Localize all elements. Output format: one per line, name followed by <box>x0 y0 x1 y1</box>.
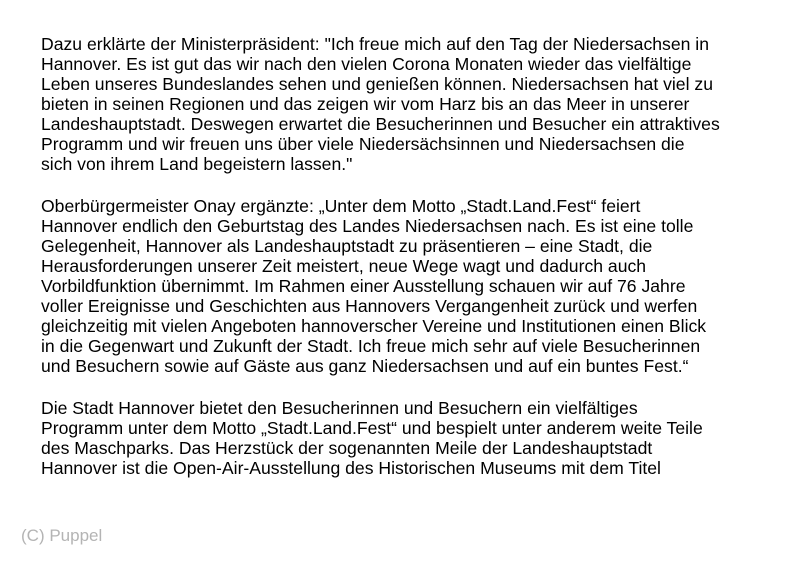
text-line: Die Stadt Hannover bietet den Besucherinnen und Besuchern ein vielfältiges <box>41 398 638 418</box>
text-line: voller Ereignisse und Geschichten aus Hannovers Vergangenheit zurück und werfen <box>41 296 698 316</box>
text-line: Programm unter dem Motto „Stadt.Land.Fest“ und bespielt unter anderem weite Teile <box>41 418 703 438</box>
text-line: in die Gegenwart und Zukunft der Stadt. Ich freue mich sehr auf viele Besucherinnen <box>41 336 701 356</box>
text-line: Herausforderungen unserer Zeit meistert, neue Wege wagt und dadurch auch <box>41 256 647 276</box>
text-line: Hannover endlich den Geburtstag des Landes Niedersachsen nach. Es ist eine tolle <box>41 216 694 236</box>
copyright-watermark: (C) Puppel <box>21 526 103 545</box>
paragraph-mayor-quote <box>41 196 781 376</box>
text-line: bieten in seinen Regionen und das zeigen wir vom Harz bis an das Meer in unserer <box>41 94 690 114</box>
text-line: Oberbürgermeister Onay ergänzte: „Unter dem Motto „Stadt.Land.Fest“ feiert <box>41 196 641 216</box>
text-line: Dazu erklärte der Ministerpräsident: "Ich freue mich auf den Tag der Niedersachsen in <box>41 34 709 54</box>
text-line: Leben unseres Bundeslandes sehen und genießen können. Niedersachsen hat viel zu <box>41 74 713 94</box>
text-line: Vorbildfunktion übernimmt. Im Rahmen einer Ausstellung schauen wir auf 76 Jahre <box>41 276 686 296</box>
paragraph-minister-quote <box>41 34 781 174</box>
text-line: Programm und wir freuen uns über viele Niedersächsinnen und Niedersachsen die <box>41 134 685 154</box>
text-line: Gelegenheit, Hannover als Landeshauptstadt zu präsentieren – eine Stadt, die <box>41 236 653 256</box>
text-line: Landeshauptstadt. Deswegen erwartet die Besucherinnen und Besucher ein attraktives <box>41 114 720 134</box>
text-line: Hannover ist die Open-Air-Ausstellung des Historischen Museums mit dem Titel <box>41 458 661 478</box>
text-line: Hannover. Es ist gut das wir nach den vielen Corona Monaten wieder das vielfältige <box>41 54 692 74</box>
text-line: gleichzeitig mit vielen Angeboten hannoverscher Vereine und Institutionen einen Blick <box>41 316 707 336</box>
document-body <box>41 34 781 500</box>
paragraph-city-program <box>41 398 781 478</box>
text-line: des Maschparks. Das Herzstück der sogenannten Meile der Landeshauptstadt <box>41 438 653 458</box>
text-line: und Besuchern sowie auf Gäste aus ganz Niedersachsen und auf ein buntes Fest.“ <box>41 356 689 376</box>
text-line: sich von ihrem Land begeistern lassen." <box>41 154 353 174</box>
